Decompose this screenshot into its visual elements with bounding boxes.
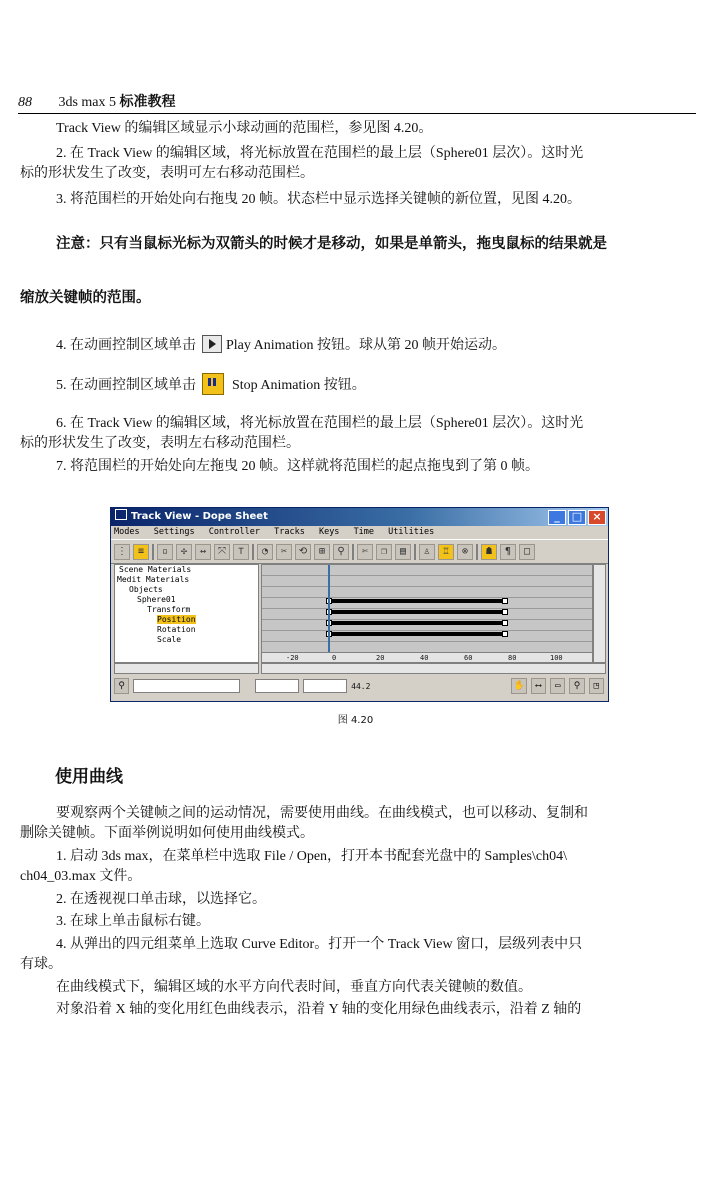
reverse-time-icon: ⟲ — [295, 544, 311, 560]
toolbar-separator — [476, 544, 478, 560]
key-time-field — [255, 679, 299, 693]
note-line: 注意：只有当鼠标光标为双箭头的时候才是移动，如果是单箭头，拖曳鼠标的结果就是 — [56, 236, 607, 252]
range-key — [502, 609, 508, 615]
paste-icon: ▤ — [395, 544, 411, 560]
status-bar — [114, 676, 604, 696]
menu-bar — [111, 526, 608, 539]
cut-icon: ✄ — [357, 544, 373, 560]
figure-caption: 图 4.20 — [337, 715, 374, 726]
range-bar — [330, 610, 504, 614]
paragraph: 2. 在 Track View 的编辑区域，将光标放置在范围栏的最上层（Sphere01 层次）。这时光 — [56, 146, 584, 161]
tree-item-selected: Position — [157, 615, 196, 624]
book-title — [58, 95, 175, 110]
window-icon — [115, 509, 127, 520]
scale-keys-icon: ⤧ — [214, 544, 230, 560]
step-5-text-after: Stop Animation 按钮。 — [232, 378, 366, 393]
window-controls — [546, 509, 606, 527]
running-header — [18, 91, 696, 114]
tree-item: Objects — [129, 585, 163, 594]
section-title: 使用曲线 — [55, 767, 123, 787]
edit-ranges-icon: ≡ — [133, 544, 149, 560]
time-ruler — [262, 652, 592, 663]
pan-icon: ✋ — [511, 678, 526, 694]
hierarchy-icon: ☗ — [481, 544, 497, 560]
paragraph: 在曲线模式下，编辑区域的水平方向代表时间，垂直方向代表关键帧的数值。 — [56, 980, 532, 995]
menu-keys: Keys — [318, 527, 340, 537]
extra-icon: □ — [519, 544, 535, 560]
step-5 — [20, 373, 711, 396]
step-5-text: 5. 在动画控制区域单击 — [56, 378, 196, 393]
tree-item: Medit Materials — [117, 575, 190, 584]
ruler-tick: 100 — [550, 654, 563, 662]
edit-area — [261, 564, 593, 663]
vertical-scrollbar — [593, 564, 606, 663]
tree-horizontal-scrollbar — [114, 663, 259, 674]
ruler-tick: 60 — [464, 654, 473, 662]
range-key — [502, 620, 508, 626]
zoom-icon: ⚲ — [114, 678, 129, 694]
zoom-horizontal-icon: ⟷ — [531, 678, 546, 694]
close-icon: × — [588, 510, 606, 525]
paragraph: 要观察两个关键帧之间的运动情况，需要使用曲线。在曲线模式，也可以移动、复制和 — [56, 806, 588, 821]
step-4 — [20, 335, 711, 356]
paragraph: 3. 在球上单击鼠标右键。 — [56, 914, 210, 929]
tree-item: Rotation — [157, 625, 196, 634]
scale-values-icon: ⚲ — [333, 544, 349, 560]
range-key — [502, 598, 508, 604]
paragraph: 7. 将范围栏的开始处向左拖曳 20 帧。这样就将范围栏的起点拖曳到了第 0 帧。 — [56, 459, 539, 474]
track-view-figure — [110, 507, 609, 702]
paragraph: 对象沿着 X 轴的变化用红色曲线表示，沿着 Y 轴的变化用绿色曲线表示，沿着 Z 轴的 — [56, 1002, 582, 1017]
step-4-text: 4. 在动画控制区域单击 — [56, 338, 196, 353]
maximize-icon: □ — [568, 510, 586, 525]
step-4-text-after: Play Animation 按钮。球从第 20 帧开始运动。 — [226, 338, 506, 353]
toolbar-separator — [352, 544, 354, 560]
copy-icon: ❐ — [376, 544, 392, 560]
note-line: 缩放关键帧的范围。 — [20, 290, 151, 306]
paragraph: Track View 的编辑区域显示小球动画的范围栏，参见图 4.20。 — [56, 121, 433, 136]
menu-controller: Controller — [208, 527, 260, 537]
paragraph: 2. 在透视视口单击球，以选择它。 — [56, 892, 266, 907]
menu-tracks: Tracks — [274, 527, 305, 537]
ruler-tick: -20 — [286, 654, 299, 662]
tree-item: Transform — [147, 605, 191, 614]
range-bar — [330, 599, 504, 603]
range-bar — [330, 621, 504, 625]
menu-modes: Modes — [114, 527, 140, 537]
lock-selection-icon: ⊗ — [457, 544, 473, 560]
tree-item: Scene Materials — [119, 565, 192, 574]
window-title: Track View - Dope Sheet — [131, 511, 268, 522]
toolbar-separator — [152, 544, 154, 560]
paragraph: 4. 从弹出的四元组菜单上选取 Curve Editor。打开一个 Track View 窗口，层级列表中只 — [56, 937, 583, 952]
zoom-selected-icon: ◳ — [589, 678, 604, 694]
range-key — [502, 631, 508, 637]
ruler-tick: 0 — [332, 654, 337, 662]
modify-subtree-icon: ♙ — [419, 544, 435, 560]
book-title-bold: 标准教程 — [119, 94, 176, 110]
edit-keys-icon: ⋮ — [114, 544, 130, 560]
paragraph: 删除关键帧。下面举例说明如何使用曲线模式。 — [20, 826, 314, 841]
paragraph: 3. 将范围栏的开始处向右拖曳 20 帧。状态栏中显示选择关键帧的新位置，见图 4.20。 — [56, 192, 581, 207]
stop-icon — [202, 373, 224, 395]
paragraph: 1. 启动 3ds max，在菜单栏中选取 File / Open，打开本书配套光盘中的 Samples\ch04\ — [56, 849, 567, 864]
menu-utilities: Utilities — [388, 527, 435, 537]
paragraph: 6. 在 Track View 的编辑区域，将光标放置在范围栏的最上层（Sphere01 层次）。这时光 — [56, 416, 584, 431]
paragraph: 标的形状发生了改变，表明左右移动范围栏。 — [20, 436, 300, 451]
minimize-icon: _ — [548, 510, 566, 525]
toolbar-separator — [252, 544, 254, 560]
status-value: 44.2 — [351, 681, 371, 691]
hierarchy-list — [114, 564, 259, 663]
properties-icon: ¶ — [500, 544, 516, 560]
tree-item: Scale — [157, 635, 182, 644]
tree-item: Sphere01 — [137, 595, 176, 604]
menu-time: Time — [353, 527, 375, 537]
key-value-field — [303, 679, 347, 693]
ruler-tick: 40 — [420, 654, 429, 662]
menu-settings: Settings — [153, 527, 195, 537]
paragraph: 有球。 — [20, 957, 62, 972]
edit-horizontal-scrollbar — [261, 663, 606, 674]
ruler-tick: 80 — [508, 654, 517, 662]
book-title-prefix: 3ds max 5 — [58, 95, 117, 110]
play-icon — [202, 335, 222, 353]
range-bar — [330, 632, 504, 636]
toolbar-separator — [414, 544, 416, 560]
track-row — [262, 587, 592, 598]
page-number: 88 — [18, 95, 32, 110]
filter-icon: ▫ — [157, 544, 173, 560]
slide-keys-icon: ↔ — [195, 544, 211, 560]
zoom-region-icon: ⚲ — [569, 678, 584, 694]
window-titlebar — [111, 508, 608, 526]
ruler-tick: 20 — [376, 654, 385, 662]
paragraph: ch04_03.max 文件。 — [20, 869, 142, 884]
select-time-icon: ◔ — [257, 544, 273, 560]
paragraph: 标的形状发生了改变，表明可左右移动范围栏。 — [20, 166, 314, 181]
insert-time-icon: ⊞ — [314, 544, 330, 560]
track-row — [262, 576, 592, 587]
tree-item — [115, 615, 258, 625]
toolbar — [111, 539, 608, 564]
snap-frames-icon: ♖ — [438, 544, 454, 560]
delete-time-icon: ✂ — [276, 544, 292, 560]
move-keys-icon: ✣ — [176, 544, 192, 560]
track-row — [262, 565, 592, 576]
time-cursor — [328, 565, 330, 652]
scale-time-icon: ⊤ — [233, 544, 249, 560]
zoom-extents-icon: ▭ — [550, 678, 565, 694]
name-field — [133, 679, 240, 693]
